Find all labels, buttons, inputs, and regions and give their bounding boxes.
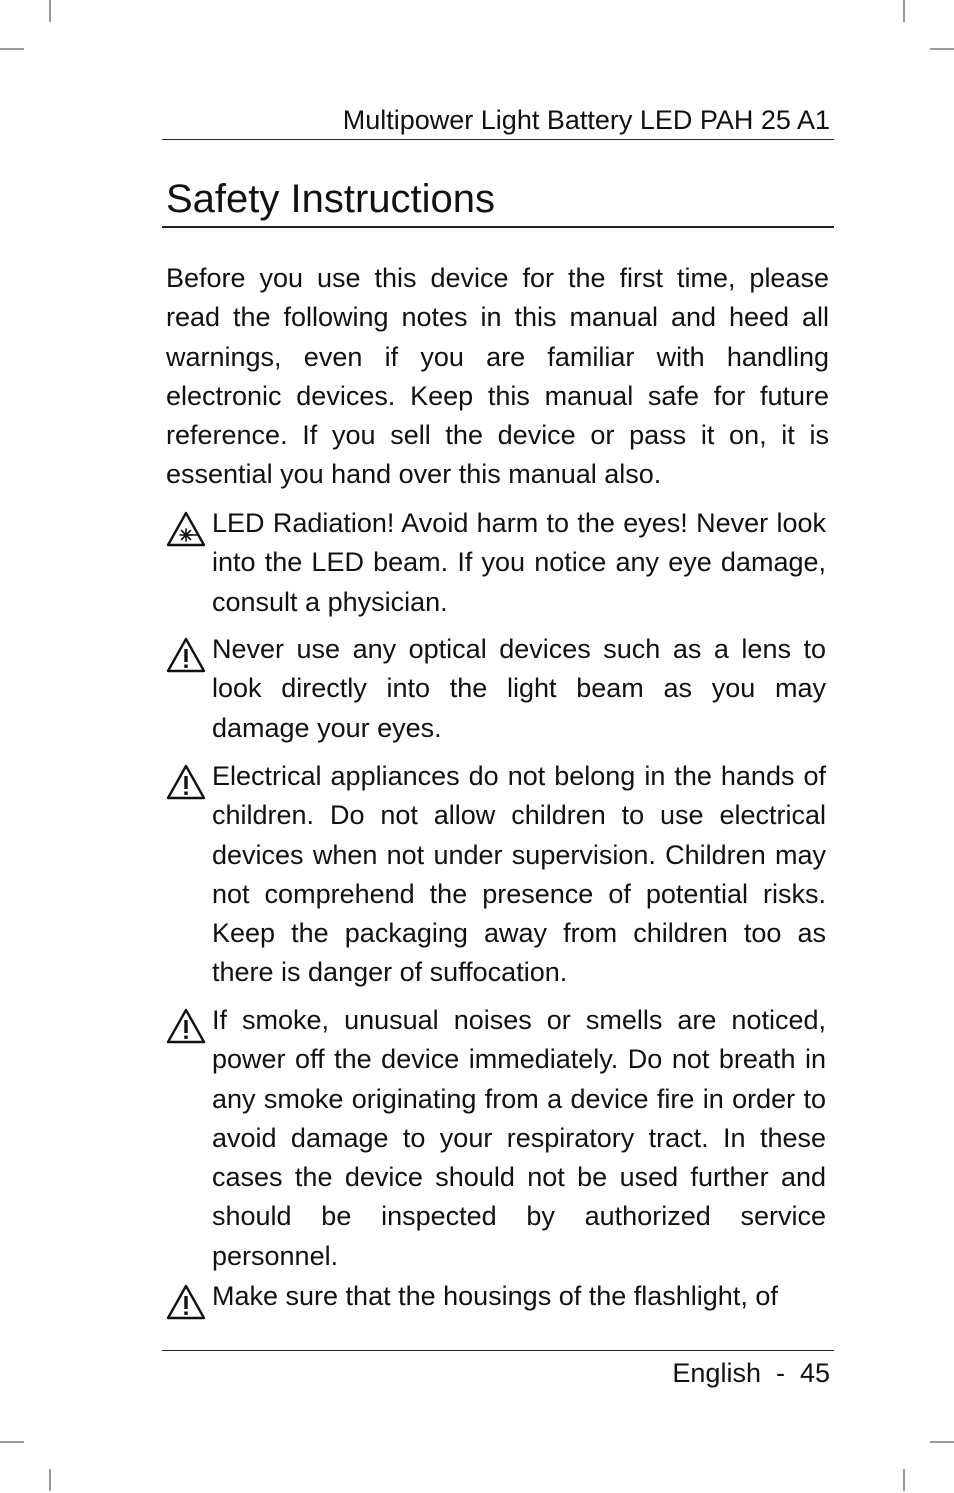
crop-mark-top-left — [0, 48, 24, 50]
warning-triangle-icon — [166, 764, 206, 800]
product-name: Multipower Light Battery LED PAH 25 A1 — [342, 105, 830, 135]
intro-paragraph: Before you use this device for the first time, please read the following notes in this manual and heed all warnings, even if you are familiar with handling electronic devices. Keep this manual safe for future reference. If you sell the device or pass it on, it is essential you hand over this manual also. — [166, 263, 829, 490]
warning-triangle-icon — [166, 1008, 206, 1044]
warning-item — [166, 757, 826, 993]
page-number: English - 45 — [672, 1358, 830, 1388]
warning-item — [166, 630, 826, 748]
warning-text: LED Radiation! Avoid harm to the eyes! Never look into the LED beam. If you notice any eye damage, consult a physician. — [212, 508, 826, 617]
section-heading — [162, 174, 834, 228]
warning-text: Electrical appliances do not belong in the hands of children. Do not allow children to use electrical devices when not under supervision. Children may not comprehend the presence of potential risks. Keep the packaging away from children too as there is danger of suffocation. — [212, 761, 826, 988]
warning-triangle-icon — [166, 1284, 206, 1320]
crop-mark-bottom-right — [930, 1441, 954, 1443]
crop-mark-top-right — [930, 48, 954, 50]
warning-text: If smoke, unusual noises or smells are noticed, power off the device immediately. Do not breath in any smoke originating from a device fire in order to avoid damage to your respiratory tract. In these cases the device should not be used further and should be inspected by authorized service personnel. — [212, 1005, 826, 1271]
crop-mark-bottom-left — [0, 1441, 24, 1443]
running-header — [162, 104, 834, 140]
page-title: Safety Instructions — [166, 177, 496, 221]
crop-mark-top-right — [903, 0, 905, 22]
running-footer — [162, 1350, 834, 1388]
crop-mark-bottom-left — [49, 1469, 51, 1491]
laser-radiation-warning-icon — [166, 511, 206, 547]
warning-triangle-icon — [166, 637, 206, 673]
crop-mark-bottom-right — [903, 1469, 905, 1491]
warning-text: Never use any optical devices such as a lens to look directly into the light beam as you may damage your eyes. — [212, 634, 826, 743]
warning-item — [166, 1277, 826, 1316]
crop-mark-top-left — [49, 0, 51, 22]
warning-item — [166, 1001, 826, 1276]
warning-text: Make sure that the housings of the flashlight, of — [212, 1281, 778, 1311]
warning-item — [166, 504, 826, 622]
